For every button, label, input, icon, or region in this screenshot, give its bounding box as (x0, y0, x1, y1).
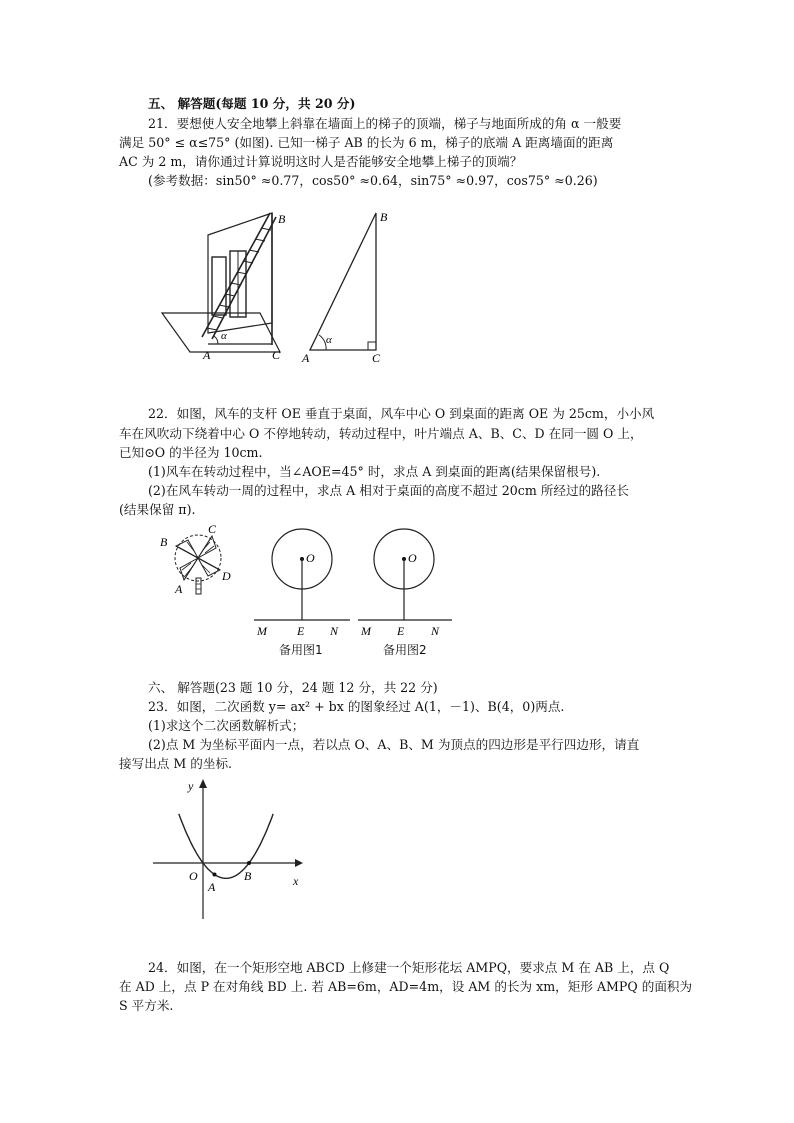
point-b-dot (247, 861, 251, 865)
q21-reference-data: (参考数据：sin50° ≈0.77，cos50° ≈0.64，sin75° ≈0.97，cos75° ≈0.26) (148, 173, 598, 188)
backup2-e-label: E (397, 624, 405, 638)
q22-line-2: 车在风吹动下绕着中心 O 不停地转动，转动过程中，叶片端点 A、B、C、D 在同一圆 O 上， (119, 426, 643, 441)
windmill-stick (196, 578, 201, 594)
windmill-figure (158, 520, 238, 600)
backup-figure-2 (356, 522, 460, 640)
point-b-label: B (278, 212, 286, 226)
graph-a-label: A (208, 880, 216, 894)
origin-label: O (189, 869, 198, 883)
windmill-b-label: B (160, 535, 168, 549)
triangle-a-label: A (302, 351, 310, 365)
point-a-label: A (203, 348, 211, 362)
q23-part-2-cont: 接写出点 M 的坐标. (119, 756, 233, 771)
backup-figure-1 (252, 522, 356, 640)
alpha-label: α (221, 330, 227, 342)
ladder-scene-figure (160, 205, 295, 367)
q22-line-1: 22．如图，风车的支杆 OE 垂直于桌面，风车中心 O 到桌面的距离 OE 为 25cm，小小风 (148, 406, 655, 421)
point-c-label: C (272, 348, 281, 362)
backup2-n-label: N (431, 624, 440, 638)
angle-arc (214, 336, 218, 344)
windmill-a-label: A (175, 582, 183, 596)
q23-part-2: (2)点 M 为坐标平面内一点，若以点 O、A、B、M 为顶点的四边形是平行四边形，请直 (148, 737, 640, 752)
graph-b-label: B (244, 869, 252, 883)
q22-line-3: 已知⊙O 的半径为 10cm. (119, 445, 263, 460)
triangle-b-label: B (380, 210, 388, 224)
windmill-d-label: D (222, 569, 231, 583)
triangle-alpha-label: α (326, 334, 332, 346)
windmill-blades (176, 536, 220, 580)
q24-line-3: S 平方米. (119, 998, 174, 1013)
backup1-n-label: N (330, 624, 339, 638)
backup1-e-label: E (297, 624, 305, 638)
q22-part-2: (2)在风车转动一周的过程中，求点 A 相对于桌面的高度不超过 20cm 所经过的路径长 (148, 483, 629, 498)
triangle-abc (310, 213, 376, 350)
backup2-m-label: M (361, 624, 371, 638)
triangle-c-label: C (372, 351, 381, 365)
q22-part-2-cont: (结果保留 π). (119, 502, 196, 517)
q23-line-1: 23．如图，二次函数 y= ax² + bx 的图象经过 A(1，－1)、B(4，0)两点. (148, 699, 565, 714)
q21-line-1: 21．要想使人安全地攀上斜靠在墙面上的梯子的顶端，梯子与地面所成的角 α 一般要 (148, 116, 622, 131)
section6-heading: 六、 解答题(23 题 10 分，24 题 12 分，共 22 分) (148, 680, 438, 695)
parabola-graph (145, 774, 310, 924)
q24-line-2: 在 AD 上，点 P 在对角线 BD 上. 若 AB=6m，AD=4m，设 AM 的长为 xm，矩形 AMPQ 的面积为 (119, 979, 693, 994)
q21-line-2: 满足 50° ≤ α≤75° (如图). 已知一梯子 AB 的长为 6 m，梯子的底端 A 距离墙面的距离 (119, 135, 614, 150)
q22-part-1: (1)风车在转动过程中，当∠AOE=45° 时，求点 A 到桌面的距离(结果保留根号). (148, 464, 601, 479)
right-angle-mark (368, 342, 376, 350)
q24-line-1: 24．如图，在一个矩形空地 ABCD 上修建一个矩形花坛 AMPQ，要求点 M 在 AB 上，点 Q (148, 960, 670, 975)
right-triangle-figure (298, 205, 398, 367)
backup1-m-label: M (257, 624, 267, 638)
backup-figure-2-caption: 备用图2 (383, 643, 427, 657)
q21-line-3: AC 为 2 m，请你通过计算说明这时人是否能够安全地攀上梯子的顶端？ (119, 154, 523, 169)
backup2-o-label: O (408, 551, 417, 565)
ladder-rail-right (212, 217, 276, 339)
section5-heading: 五、 解答题(每题 10 分，共 20 分) (148, 96, 356, 111)
point-a-dot (213, 873, 217, 877)
q23-part-1: (1)求这个二次函数解析式； (148, 718, 305, 733)
y-axis-label: y (188, 779, 194, 793)
x-axis-arrow (295, 859, 303, 867)
y-axis-arrow (199, 779, 207, 788)
backup-figure-1-caption: 备用图1 (279, 643, 323, 657)
windmill-c-label: C (208, 522, 217, 536)
backup1-o-label: O (306, 551, 315, 565)
x-axis-label: x (293, 874, 299, 888)
